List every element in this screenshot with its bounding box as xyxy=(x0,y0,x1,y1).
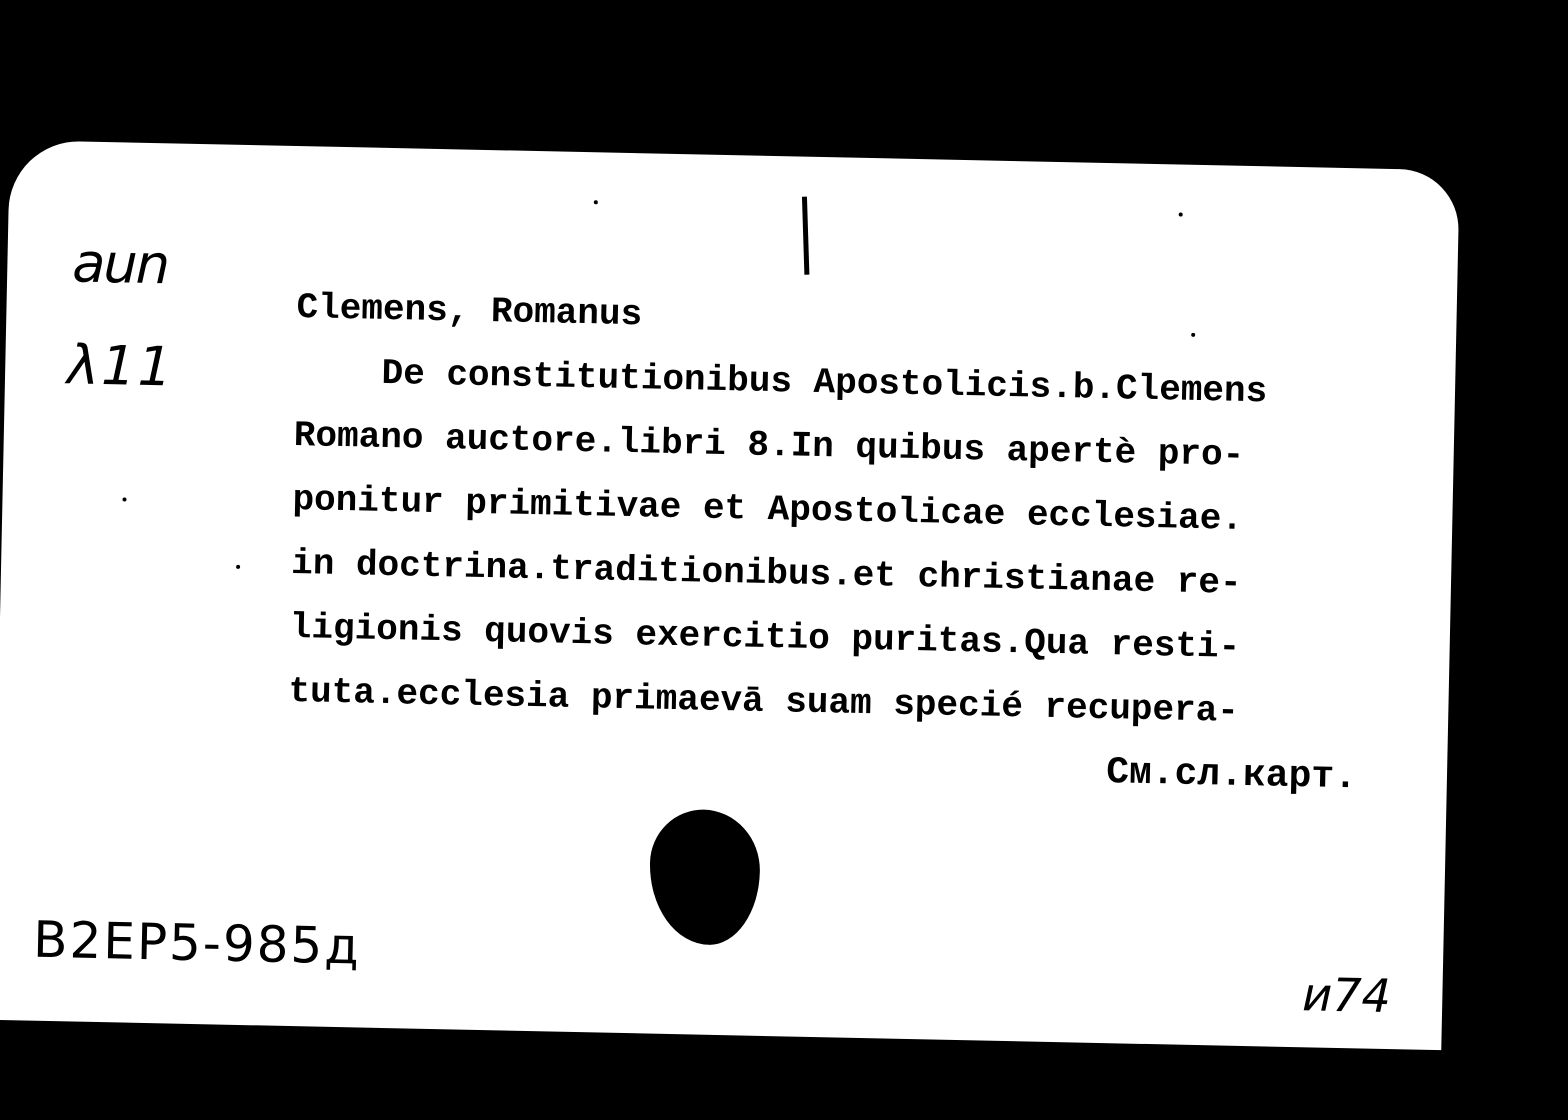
shelf-mark-top: aun xyxy=(71,231,169,297)
speck xyxy=(122,497,126,501)
body-line: ponitur primitivae et Apostolicae ecclesiae. xyxy=(292,479,1244,540)
pen-mark xyxy=(802,197,809,275)
card-number: и74 xyxy=(1301,967,1392,1024)
cross-reference: См.сл.карт. xyxy=(1105,751,1358,800)
call-number: B2EP5-985д xyxy=(32,910,362,976)
body-line: De constitutionibus Apostolicis.b.Clemens xyxy=(294,351,1268,413)
card-text xyxy=(286,276,1396,811)
body-line: in doctrina.traditionibus.et christianae re- xyxy=(290,542,1242,604)
body-line: ligionis quovis exercitio puritas.Qua resti- xyxy=(289,606,1241,668)
author-heading: Clemens, Romanus xyxy=(296,287,643,336)
speck xyxy=(1179,212,1183,216)
punch-hole xyxy=(648,809,761,946)
shelf-mark-bottom: λ11 xyxy=(66,333,175,399)
body-line: Romano auctore.libri 8.In quibus apertè pro- xyxy=(293,415,1245,476)
speck xyxy=(1191,333,1195,337)
body-line: tuta.ecclesia primaevā suam specié recupera- xyxy=(288,670,1240,732)
speck xyxy=(594,200,598,204)
speck xyxy=(236,565,240,569)
catalog-card xyxy=(0,140,1460,1050)
